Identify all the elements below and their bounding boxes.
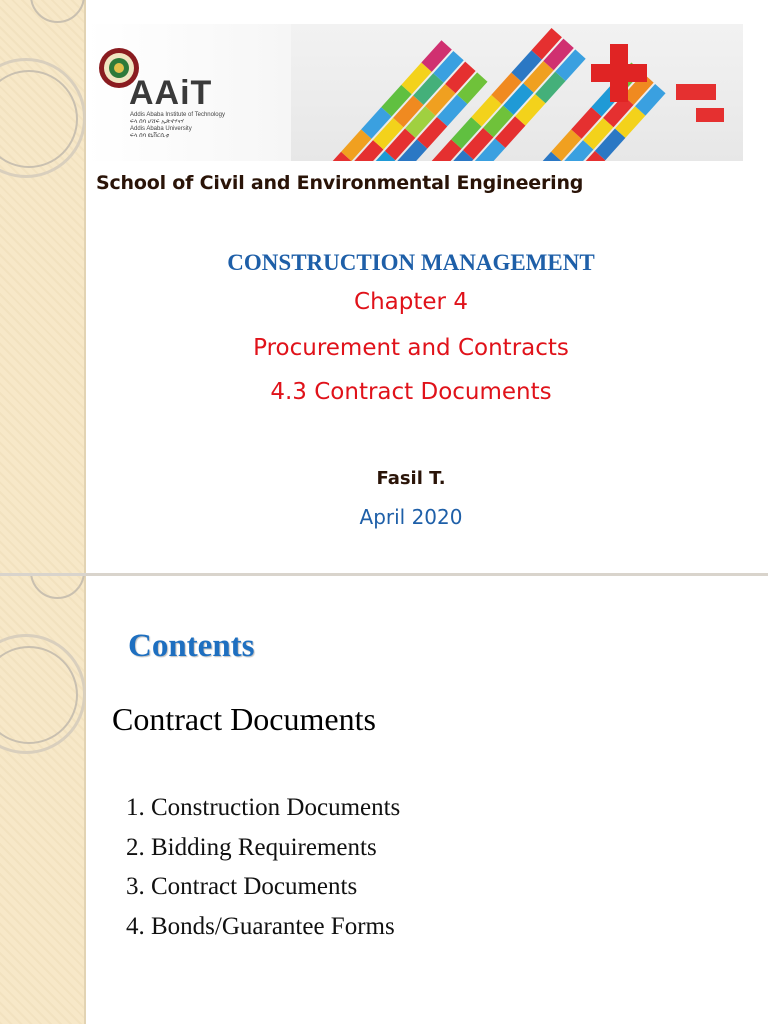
list-item: 3. Contract Documents — [126, 873, 358, 900]
contents-slide — [0, 576, 768, 1024]
logo-line: Addis Ababa Institute of Technology — [130, 112, 225, 118]
presentation-date: April 2020 — [359, 505, 463, 529]
chapter-label: Chapter 4 — [354, 289, 468, 315]
topic-title: Procurement and Contracts — [253, 335, 569, 361]
contents-list — [126, 788, 400, 946]
school-name: School of Civil and Environmental Engineering — [96, 172, 584, 194]
contents-heading: Contents — [128, 628, 255, 664]
banner-image-area — [291, 24, 743, 161]
subtopic-title: 4.3 Contract Documents — [270, 379, 552, 405]
header-banner — [86, 24, 743, 161]
logo-line: Addis Ababa University — [130, 126, 192, 132]
logo-line: ፍላ ሰባ ዩኒቨርሲቲ — [130, 133, 170, 139]
course-title: CONSTRUCTION MANAGEMENT — [227, 250, 595, 275]
list-item: 1. Construction Documents — [126, 794, 401, 821]
logo-line: ፍላ ሰባ ሆሸፍ ኢጽኖሃናሃ — [130, 119, 184, 125]
section-heading: Contract Documents — [112, 701, 376, 737]
list-item: 4. Bonds/Guarantee Forms — [126, 912, 395, 940]
logo-subtitle — [130, 112, 225, 140]
author-name: Fasil T. — [376, 468, 446, 489]
aait-logo: AAiT — [129, 74, 213, 112]
side-divider — [84, 576, 86, 1024]
list-item: 2. Bidding Requirements — [126, 833, 377, 861]
lego-blocks-image — [291, 24, 743, 161]
